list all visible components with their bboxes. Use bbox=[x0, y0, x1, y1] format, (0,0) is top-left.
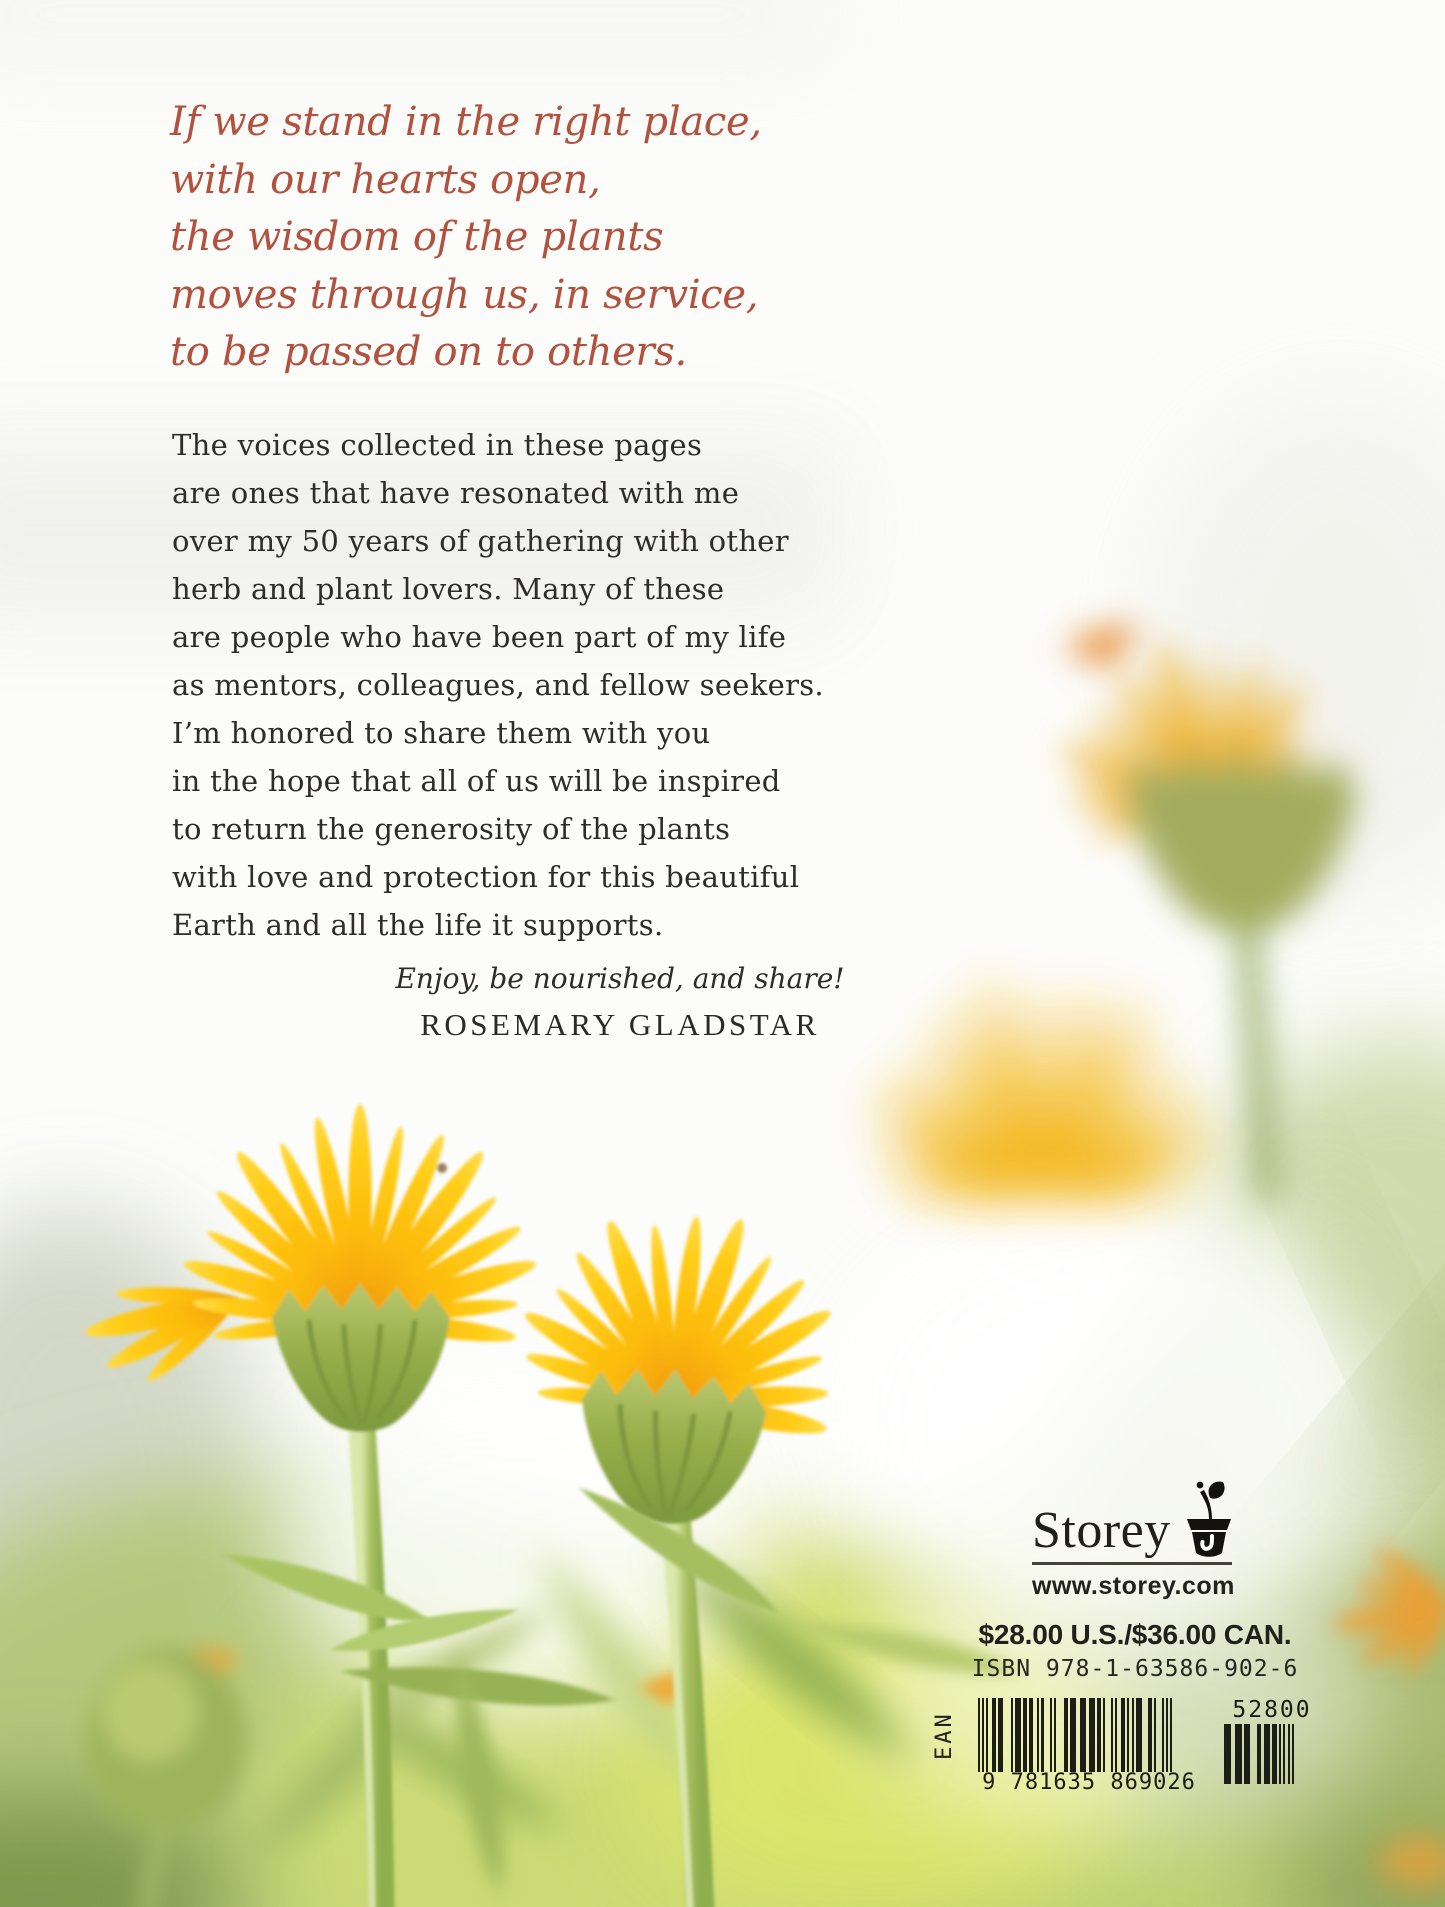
signoff-tagline: Enjoy, be nourished, and share! bbox=[395, 962, 845, 995]
storey-logo-text: Storey bbox=[1032, 1502, 1171, 1559]
blurb-line: are ones that have resonated with me bbox=[172, 476, 740, 510]
ean-label: EAN bbox=[932, 1711, 957, 1760]
blurb-line: The voices collected in these pages bbox=[172, 428, 703, 462]
quote-line: If we stand in the right place, bbox=[170, 99, 762, 145]
quote-line: with our hearts open, bbox=[170, 156, 601, 203]
barcode-supplement: 52800 bbox=[1232, 1697, 1312, 1723]
blurb-line: I’m honored to share them with you bbox=[172, 716, 711, 750]
quote-line: the wisdom of the plants bbox=[170, 214, 664, 260]
quote-line: moves through us, in service, bbox=[170, 271, 759, 318]
author-name: ROSEMARY GLADSTAR bbox=[420, 1007, 820, 1042]
logo-underline bbox=[1032, 1562, 1232, 1565]
back-cover-blurb bbox=[172, 421, 824, 949]
cover-quote bbox=[170, 94, 762, 382]
ean-barcode-bars bbox=[978, 1698, 1172, 1772]
speck bbox=[437, 1163, 447, 1173]
price-text: $28.00 U.S./$36.00 CAN. bbox=[978, 1619, 1292, 1650]
blurb-line: over my 50 years of gathering with other bbox=[172, 524, 789, 558]
barcode-number: 9 781635 869026 bbox=[982, 1770, 1196, 1795]
flower-pot-icon bbox=[1186, 1481, 1232, 1559]
blurb-line: herb and plant lovers. Many of these bbox=[172, 572, 725, 606]
blurb-line: Earth and all the life it supports. bbox=[172, 908, 664, 942]
top-gray-wash bbox=[0, 0, 840, 70]
supplement-barcode-bars bbox=[1224, 1724, 1296, 1784]
blurb-line: are people who have been part of my life bbox=[172, 620, 787, 654]
quote-line: to be passed on to others. bbox=[170, 329, 687, 375]
blurb-line: with love and protection for this beautiful bbox=[172, 860, 800, 894]
publisher-url: www.storey.com bbox=[1032, 1572, 1235, 1600]
blurb-line: as mentors, colleagues, and fellow seekers. bbox=[172, 668, 824, 702]
blurb-line: in the hope that all of us will be inspired bbox=[172, 764, 781, 798]
blurb-line: to return the generosity of the plants bbox=[172, 812, 731, 846]
isbn-text: ISBN 978-1-63586-902-6 bbox=[971, 1656, 1299, 1682]
